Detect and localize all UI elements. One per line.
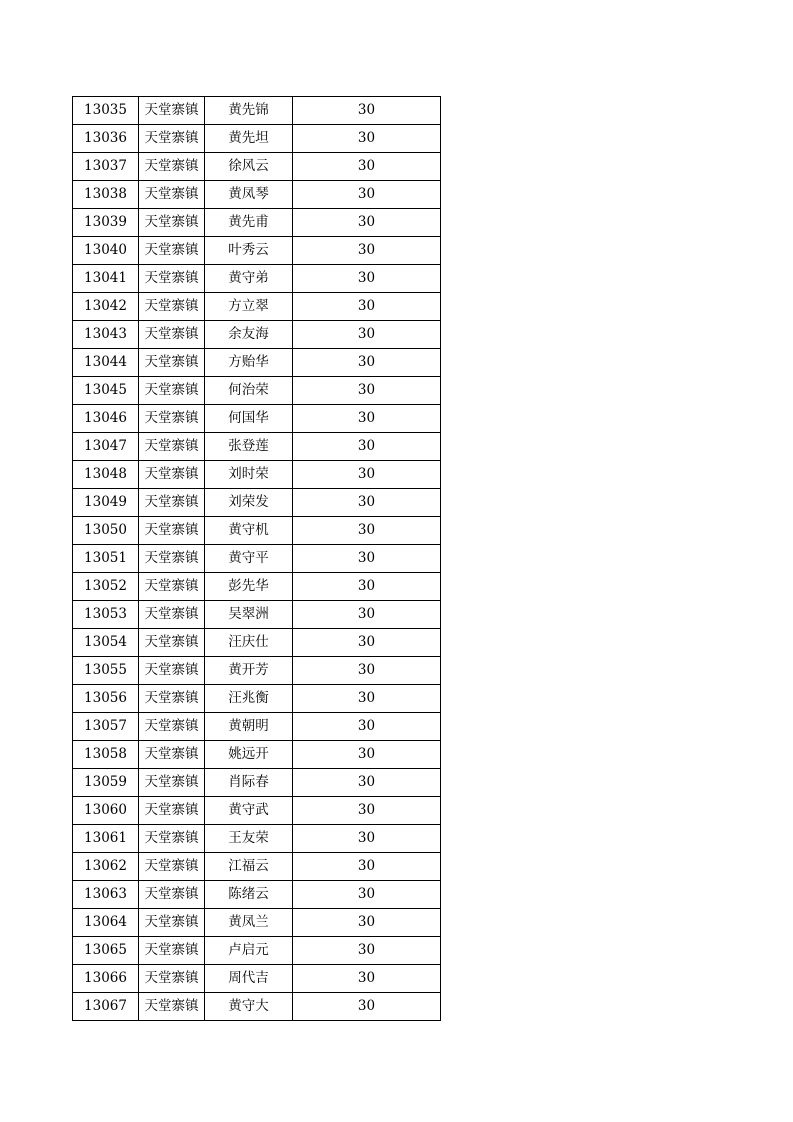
cell-id: 13052: [73, 573, 139, 601]
table-row: [73, 321, 441, 349]
cell-town: 天堂寨镇: [139, 769, 205, 797]
cell-amount: 30: [293, 573, 441, 601]
cell-name: 汪庆仕: [205, 629, 293, 657]
cell-id: 13053: [73, 601, 139, 629]
cell-amount: 30: [293, 965, 441, 993]
cell-amount: 30: [293, 545, 441, 573]
cell-town: 天堂寨镇: [139, 881, 205, 909]
cell-amount: 30: [293, 769, 441, 797]
cell-id: 13051: [73, 545, 139, 573]
cell-amount: 30: [293, 517, 441, 545]
cell-town: 天堂寨镇: [139, 237, 205, 265]
cell-name: 周代吉: [205, 965, 293, 993]
cell-name: 黄开芳: [205, 657, 293, 685]
table-row: [73, 265, 441, 293]
cell-town: 天堂寨镇: [139, 405, 205, 433]
cell-id: 13067: [73, 993, 139, 1021]
cell-amount: 30: [293, 685, 441, 713]
cell-town: 天堂寨镇: [139, 377, 205, 405]
cell-name: 黄守平: [205, 545, 293, 573]
cell-amount: 30: [293, 825, 441, 853]
cell-amount: 30: [293, 293, 441, 321]
cell-town: 天堂寨镇: [139, 433, 205, 461]
cell-amount: 30: [293, 909, 441, 937]
table-row: [73, 433, 441, 461]
cell-town: 天堂寨镇: [139, 741, 205, 769]
cell-town: 天堂寨镇: [139, 573, 205, 601]
table-row: [73, 601, 441, 629]
cell-town: 天堂寨镇: [139, 657, 205, 685]
cell-name: 姚远开: [205, 741, 293, 769]
cell-id: 13057: [73, 713, 139, 741]
table-row: [73, 209, 441, 237]
cell-town: 天堂寨镇: [139, 461, 205, 489]
cell-name: 黄凤兰: [205, 909, 293, 937]
cell-name: 何治荣: [205, 377, 293, 405]
cell-amount: 30: [293, 349, 441, 377]
cell-name: 王友荣: [205, 825, 293, 853]
table-row: [73, 517, 441, 545]
table-row: [73, 909, 441, 937]
table-row: [73, 685, 441, 713]
cell-town: 天堂寨镇: [139, 181, 205, 209]
cell-id: 13046: [73, 405, 139, 433]
cell-amount: 30: [293, 321, 441, 349]
cell-town: 天堂寨镇: [139, 713, 205, 741]
cell-town: 天堂寨镇: [139, 293, 205, 321]
cell-id: 13039: [73, 209, 139, 237]
cell-town: 天堂寨镇: [139, 97, 205, 125]
cell-amount: 30: [293, 993, 441, 1021]
cell-name: 卢启元: [205, 937, 293, 965]
cell-name: 方贻华: [205, 349, 293, 377]
cell-name: 黄守机: [205, 517, 293, 545]
cell-name: 黄守大: [205, 993, 293, 1021]
cell-id: 13035: [73, 97, 139, 125]
table-row: [73, 377, 441, 405]
cell-amount: 30: [293, 853, 441, 881]
cell-id: 13050: [73, 517, 139, 545]
cell-id: 13040: [73, 237, 139, 265]
table-row: [73, 405, 441, 433]
cell-town: 天堂寨镇: [139, 153, 205, 181]
cell-name: 余友海: [205, 321, 293, 349]
cell-amount: 30: [293, 125, 441, 153]
cell-town: 天堂寨镇: [139, 629, 205, 657]
cell-town: 天堂寨镇: [139, 265, 205, 293]
table-row: [73, 181, 441, 209]
cell-amount: 30: [293, 881, 441, 909]
cell-id: 13043: [73, 321, 139, 349]
cell-town: 天堂寨镇: [139, 545, 205, 573]
cell-town: 天堂寨镇: [139, 601, 205, 629]
cell-id: 13063: [73, 881, 139, 909]
cell-amount: 30: [293, 489, 441, 517]
cell-town: 天堂寨镇: [139, 349, 205, 377]
cell-name: 汪兆衡: [205, 685, 293, 713]
cell-town: 天堂寨镇: [139, 517, 205, 545]
cell-town: 天堂寨镇: [139, 797, 205, 825]
cell-id: 13065: [73, 937, 139, 965]
table-row: [73, 797, 441, 825]
table-row: [73, 97, 441, 125]
cell-amount: 30: [293, 937, 441, 965]
cell-amount: 30: [293, 265, 441, 293]
table-row: [73, 937, 441, 965]
cell-town: 天堂寨镇: [139, 965, 205, 993]
table-row: [73, 965, 441, 993]
cell-town: 天堂寨镇: [139, 685, 205, 713]
cell-town: 天堂寨镇: [139, 125, 205, 153]
cell-name: 吴翠洲: [205, 601, 293, 629]
cell-amount: 30: [293, 377, 441, 405]
cell-town: 天堂寨镇: [139, 825, 205, 853]
table-row: [73, 153, 441, 181]
table-row: [73, 741, 441, 769]
cell-id: 13058: [73, 741, 139, 769]
cell-name: 黄先锦: [205, 97, 293, 125]
cell-id: 13047: [73, 433, 139, 461]
cell-id: 13049: [73, 489, 139, 517]
cell-id: 13048: [73, 461, 139, 489]
cell-amount: 30: [293, 405, 441, 433]
table-row: [73, 713, 441, 741]
cell-id: 13061: [73, 825, 139, 853]
cell-id: 13064: [73, 909, 139, 937]
cell-amount: 30: [293, 629, 441, 657]
cell-name: 彭先华: [205, 573, 293, 601]
cell-town: 天堂寨镇: [139, 909, 205, 937]
cell-id: 13037: [73, 153, 139, 181]
table-row: [73, 293, 441, 321]
table-row: [73, 657, 441, 685]
table-row: [73, 853, 441, 881]
table-row: [73, 993, 441, 1021]
cell-id: 13056: [73, 685, 139, 713]
table-row: [73, 545, 441, 573]
cell-name: 方立翠: [205, 293, 293, 321]
cell-name: 黄凤琴: [205, 181, 293, 209]
cell-name: 徐风云: [205, 153, 293, 181]
cell-name: 肖际春: [205, 769, 293, 797]
cell-id: 13062: [73, 853, 139, 881]
cell-name: 张登莲: [205, 433, 293, 461]
cell-id: 13045: [73, 377, 139, 405]
table-row: [73, 573, 441, 601]
cell-amount: 30: [293, 657, 441, 685]
cell-name: 刘荣发: [205, 489, 293, 517]
cell-name: 何国华: [205, 405, 293, 433]
cell-name: 黄先甫: [205, 209, 293, 237]
table-row: [73, 349, 441, 377]
cell-id: 13066: [73, 965, 139, 993]
cell-id: 13044: [73, 349, 139, 377]
cell-name: 黄守武: [205, 797, 293, 825]
cell-amount: 30: [293, 797, 441, 825]
cell-id: 13060: [73, 797, 139, 825]
cell-amount: 30: [293, 741, 441, 769]
cell-name: 叶秀云: [205, 237, 293, 265]
cell-name: 黄朝明: [205, 713, 293, 741]
cell-amount: 30: [293, 713, 441, 741]
cell-town: 天堂寨镇: [139, 321, 205, 349]
cell-town: 天堂寨镇: [139, 209, 205, 237]
table-row: [73, 769, 441, 797]
cell-id: 13055: [73, 657, 139, 685]
cell-town: 天堂寨镇: [139, 853, 205, 881]
cell-amount: 30: [293, 601, 441, 629]
cell-id: 13041: [73, 265, 139, 293]
cell-town: 天堂寨镇: [139, 489, 205, 517]
cell-id: 13042: [73, 293, 139, 321]
cell-name: 黄守弟: [205, 265, 293, 293]
cell-town: 天堂寨镇: [139, 993, 205, 1021]
cell-amount: 30: [293, 97, 441, 125]
cell-amount: 30: [293, 153, 441, 181]
cell-id: 13054: [73, 629, 139, 657]
cell-name: 陈绪云: [205, 881, 293, 909]
cell-id: 13038: [73, 181, 139, 209]
cell-amount: 30: [293, 209, 441, 237]
cell-amount: 30: [293, 237, 441, 265]
table-row: [73, 489, 441, 517]
cell-town: 天堂寨镇: [139, 937, 205, 965]
table-row: [73, 881, 441, 909]
cell-name: 江福云: [205, 853, 293, 881]
table-row: [73, 237, 441, 265]
cell-amount: 30: [293, 461, 441, 489]
cell-id: 13059: [73, 769, 139, 797]
cell-name: 黄先坦: [205, 125, 293, 153]
table-row: [73, 629, 441, 657]
roster-table-body: [73, 97, 441, 1021]
cell-id: 13036: [73, 125, 139, 153]
roster-table: [72, 96, 441, 1021]
cell-amount: 30: [293, 181, 441, 209]
cell-amount: 30: [293, 433, 441, 461]
table-row: [73, 125, 441, 153]
cell-name: 刘时荣: [205, 461, 293, 489]
table-row: [73, 825, 441, 853]
table-row: [73, 461, 441, 489]
